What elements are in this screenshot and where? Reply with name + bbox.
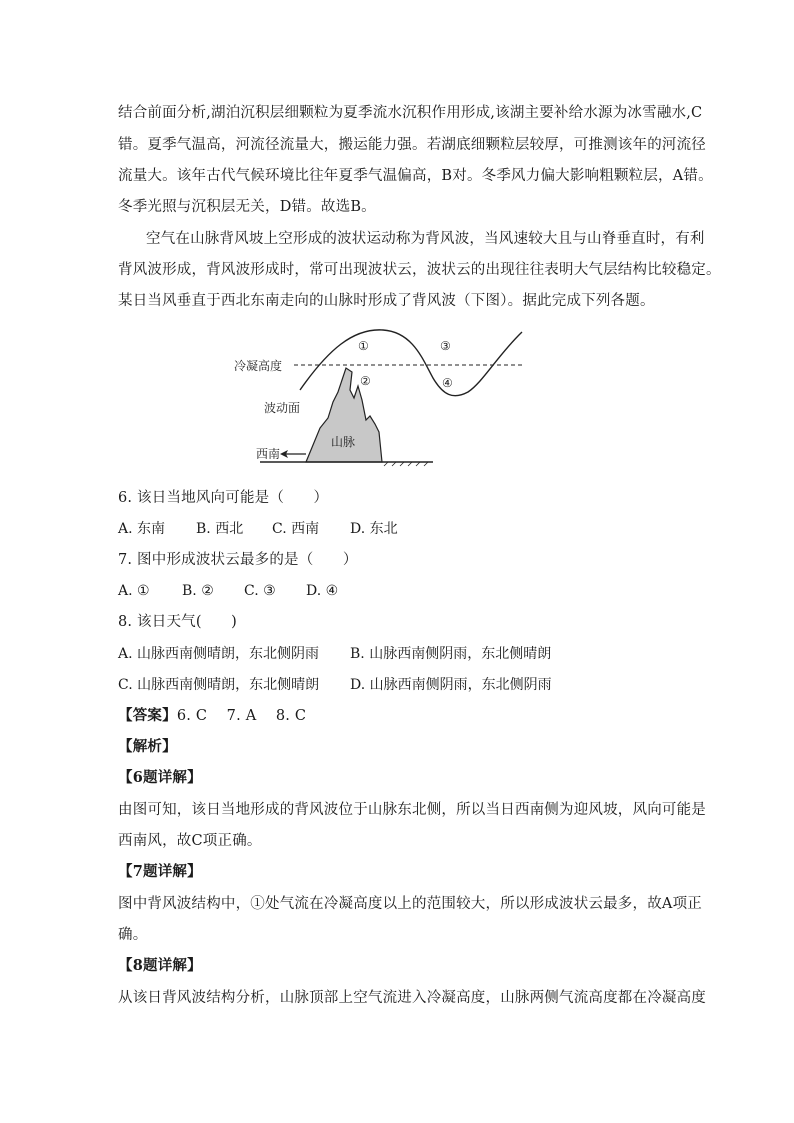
condensation-label: 冷凝高度	[234, 359, 283, 373]
analysis-heading: 【解析】	[118, 738, 177, 755]
q7-option-d: D. ④	[306, 583, 339, 599]
intro-line-3: 流量大。该年古代气候环境比往年夏季气温偏高，B对。冬季风力偏大影响粗颗粒层，A错。	[118, 168, 713, 184]
passage-line-2: 背风波形成，背风波形成时，常可出现波状云，波状云的出现往往表明大气层结构比较稳定。	[118, 262, 721, 278]
intro-line-2: 错。夏季气温高，河流径流量大，搬运能力强。若湖底细颗粒层较厚，可推测该年的河流径	[118, 137, 706, 153]
q8-analysis-heading: 【8题详解】	[118, 957, 202, 974]
q7-analysis-line-1: 图中背风波结构中，①处气流在冷凝高度以上的范围较大，所以形成波状云最多，故A项正	[118, 896, 702, 912]
mountain-label: 山脉	[331, 435, 356, 449]
marker-4: ④	[442, 376, 453, 390]
marker-2: ②	[360, 374, 371, 388]
question-7-stem: 7. 图中形成波状云最多的是（ ）	[118, 552, 358, 568]
q6-option-c: C. 西南	[272, 521, 320, 537]
q6-option-b: B. 西北	[196, 521, 244, 537]
q7-option-a: A. ①	[118, 583, 150, 599]
passage-line-1: 空气在山脉背风坡上空形成的波状运动称为背风波，当风速较大且与山脊垂直时，有利	[146, 231, 705, 247]
q7-analysis-line-2: 确。	[118, 927, 148, 943]
answer-line	[118, 706, 688, 726]
q6-analysis-line-2: 西南风，故C项正确。	[118, 833, 262, 849]
q6-option-d: D. 东北	[350, 521, 398, 537]
marker-3: ③	[440, 339, 451, 353]
marker-1: ①	[358, 339, 369, 353]
q7-analysis-heading: 【7题详解】	[118, 863, 202, 880]
q6-option-a: A. 东南	[118, 521, 166, 537]
q8-option-b: B. 山脉西南侧阴雨，东北侧晴朗	[350, 646, 552, 662]
lee-wave-figure	[228, 320, 528, 470]
question-8-stem: 8. 该日天气( )	[118, 614, 237, 630]
southwest-label: 西南	[256, 447, 281, 461]
answer-label: 【答案】	[118, 707, 177, 724]
intro-line-4: 冬季光照与沉积层无关，D错。故选B。	[118, 199, 376, 215]
q8-analysis-line-1: 从该日背风波结构分析，山脉顶部上空气流进入冷凝高度，山脉两侧气流高度都在冷凝高度	[118, 990, 706, 1006]
passage-line-3: 某日当风垂直于西北东南走向的山脉时形成了背风波（下图）。据此完成下列各题。	[118, 293, 655, 309]
q7-option-c: C. ③	[244, 583, 276, 599]
question-6-stem: 6. 该日当地风向可能是（ ）	[118, 490, 329, 506]
intro-line-1: 结合前面分析,湖泊沉积层细颗粒为夏季流水沉积作用形成,该湖主要补给水源为冰雪融水,C	[118, 105, 703, 121]
wave-surface-curve	[300, 330, 522, 396]
q8-option-a: A. 山脉西南侧晴朗，东北侧阴雨	[118, 646, 320, 662]
q6-analysis-heading: 【6题详解】	[118, 769, 202, 786]
q6-analysis-line-1: 由图可知，该日当地形成的背风波位于山脉东北侧，所以当日西南侧为迎风坡，风向可能是	[118, 802, 706, 818]
answer-text: 6. C 7. A 8. C	[176, 708, 307, 724]
q8-option-c: C. 山脉西南侧晴朗，东北侧晴朗	[118, 677, 320, 693]
q7-option-b: B. ②	[182, 583, 214, 599]
wave-surface-label: 波动面	[264, 401, 301, 415]
q8-option-d: D. 山脉西南侧阴雨，东北侧阴雨	[350, 677, 552, 693]
